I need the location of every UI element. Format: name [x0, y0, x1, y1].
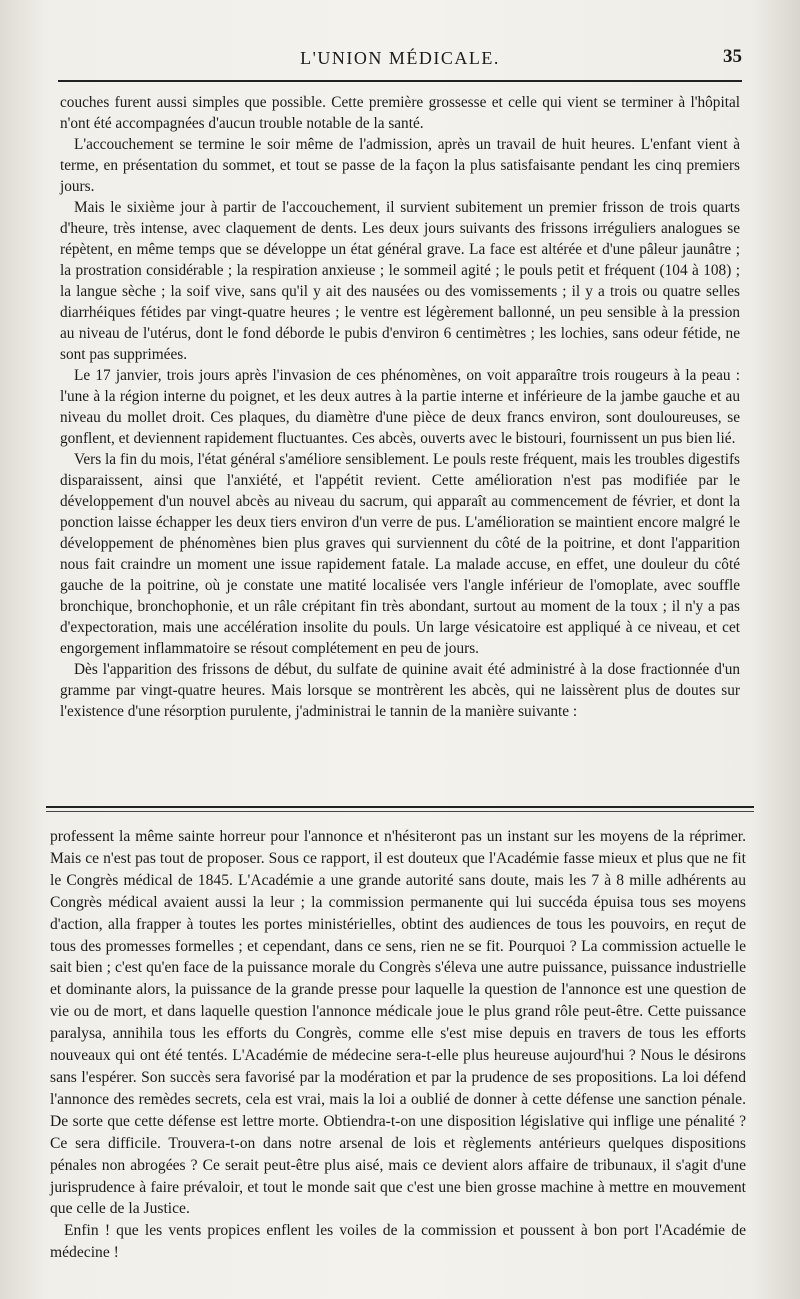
paragraph: Mais le sixième jour à partir de l'accouchement, il survient subitement un premier frisson de trois quarts d'heure, très intense, avec claquement de dents. Les deux jours suivants des frissons irréguliers analogues se répètent, en même temps que se développe un état général grave. La face est altérée et d'une pâleur jaunâtre ; la prostration considérable ; la respiration anxieuse ; le sommeil agité ; le pouls petit et fréquent (104 à 108) ; la langue sèche ; la soif vive, sans qu'il y ait des nausées ou des vomissements ; il y a trois ou quatre selles diarrhéiques fétides par vingt-quatre heures ; le ventre est légèrement ballonné, un peu sensible à la pression au niveau de l'utérus, dont le fond déborde le pubis d'environ 6 centimètres ; les lochies, sans odeur fétide, ne sont pas supprimées.: [60, 199, 740, 363]
paragraph: Enfin ! que les vents propices enflent les voiles de la commission et poussent à bon port l'Académie de médecine !: [50, 1222, 746, 1262]
paragraph: Le 17 janvier, trois jours après l'invasion de ces phénomènes, on voit apparaître trois rougeurs à la peau : l'une à la région interne du poignet, et les deux autres à la partie interne et inférieure de la jambe gauche et au niveau du mollet droit. Ces plaques, du diamètre d'une pièce de deux francs environ, sont douloureuses, se gonflent, et deviennent rapidement fluctuantes. Ces abcès, ouverts avec le bistouri, fournissent un pus bien lié.: [60, 367, 740, 447]
running-title: L'UNION MÉDICALE.: [300, 48, 500, 68]
main-article: [60, 92, 740, 722]
separator-line: [46, 811, 754, 812]
paragraph: L'accouchement se termine le soir même de l'admission, après un travail de huit heures. L'enfant vient à terme, en présentation du sommet, et tout se passe de la façon la plus satisfaisante pendant les cinq premiers jours.: [60, 136, 740, 195]
separator-line: [46, 806, 754, 808]
paragraph: Dès l'apparition des frissons de début, du sulfate de quinine avait été administré à la dose fractionnée d'un gramme par vingt-quatre heures. Mais lorsque se montrèrent les abcès, qui ne laissèrent plus de doutes sur l'existence d'une résorption purulente, j'administrai le tannin de la manière suivante :: [60, 661, 740, 720]
paragraph: Vers la fin du mois, l'état général s'améliore sensiblement. Le pouls reste fréquent, mais les troubles digestifs disparaissent, ainsi que l'anxiété, et l'appétit revient. Cette amélioration n'est pas modifiée par le développement d'un nouvel abcès au niveau du sacrum, qui apparaît au commencement de février, et dont la ponction laisse échapper les deux tiers environ d'un verre de pus. L'amélioration se maintient encore malgré le développement de phénomènes bien plus graves qui surviennent du côté de la poitrine, et dont l'apparition nous fait craindre un moment une issue rapidement fatale. La malade accuse, en effet, une douleur du côté gauche de la poitrine, où je constate une matité localisée vers l'angle inférieur de l'omoplate, avec souffle bronchique, bronchophonie, et un râle crépitant fin très abondant, surtout au moment de la toux ; il n'y a pas d'expectoration, mais une accélération insolite du pouls. Un large vésicatoire est appliqué à ce niveau, et cet engorgement inflammatoire se résout complétement en peu de jours.: [60, 451, 740, 657]
paragraph: couches furent aussi simples que possible. Cette première grossesse et celle qui vient se terminer à l'hôpital n'ont été accompagnées d'aucun trouble notable de la santé.: [60, 94, 740, 132]
paragraph: professent la même sainte horreur pour l'annonce et n'hésiteront pas un instant sur les moyens de la réprimer. Mais ce n'est pas tout de proposer. Sous ce rapport, il est douteux que l'Académie fasse mieux et plus que ne fit le Congrès médical de 1845. L'Académie a une grande autorité sans doute, mais les 7 à 8 mille adhérents au Congrès médical avaient aussi la leur ; la commission permanente qui lui succéda épuisa tous ses moyens d'action, alla frapper à toutes les portes ministérielles, obtint des audiences de tous les pouvoirs, en reçut de tous des promesses formelles ; et cependant, dans ce sens, rien ne se fit. Pourquoi ? La commission actuelle le sait bien ; c'est qu'en face de la puissance morale du Congrès s'éleva une autre puissance, puissance industrielle et dominante alors, la puissance de la grande presse pour laquelle la question de l'annonce est une question de vie ou de mort, et dans laquelle question l'annonce médicale joue le plus grand rôle peut-être. Cette puissance paralysa, annihila tous les efforts du Congrès, comme elle s'est mise depuis en travers de tous les efforts nouveaux qui ont été tentés. L'Académie de médecine sera-t-elle plus heureuse aujourd'hui ? Nous le désirons sans l'espérer. Son succès sera favorisé par la modération et par la prudence de ses propositions. La loi défend l'annonce des remèdes secrets, cela est vrai, mais la loi a oublié de donner à cette défense une sanction pénale. De sorte que cette défense est lettre morte. Obtiendra-t-on une disposition législative qui inflige une pénalité ? Ce sera difficile. Trouvera-t-on dans notre arsenal de lois et règlements antérieurs quelques dispositions pénales non abrogées ? Ce serait peut-être plus aisé, mais ce devient alors affaire de tribunaux, il s'agit d'une jurisprudence à faire prévaloir, et tout le monde sait que c'est une bien grosse machine à mettre en mouvement que celle de la Justice.: [50, 828, 746, 1218]
page-number: 35: [723, 46, 742, 67]
page-header: [58, 42, 742, 76]
header-rule: [58, 80, 742, 82]
section-separator: [46, 806, 754, 814]
feuilleton-text: [50, 826, 746, 1264]
